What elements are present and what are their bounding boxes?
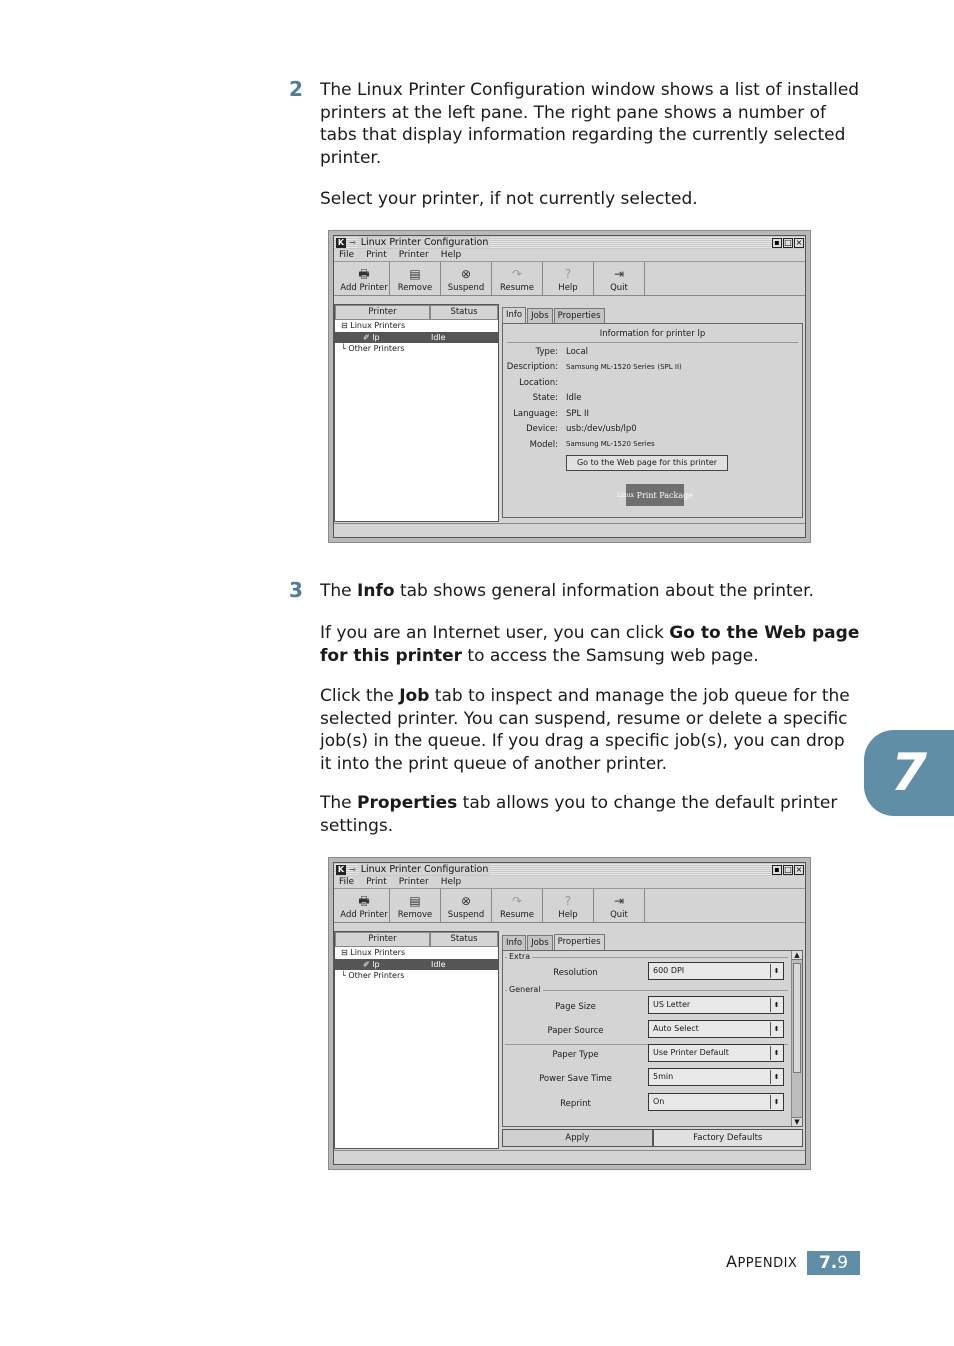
statusbar (334, 1150, 805, 1164)
page-size-select[interactable]: US Letter ⬍ (648, 996, 784, 1014)
menu-printer[interactable]: Printer (398, 877, 429, 887)
help-button[interactable]: ? Help (543, 262, 594, 295)
remove-button[interactable]: ▤ Remove (390, 889, 441, 922)
help-icon: ? (564, 267, 572, 281)
paper-type-row: Paper Type Use Printer Default ⬍ (503, 1044, 802, 1066)
help-button[interactable]: ? Help (543, 889, 594, 922)
toolbar (334, 262, 805, 296)
remove-button[interactable]: ▤ Remove (390, 262, 441, 295)
minimize-icon[interactable]: ▪ (772, 865, 782, 875)
printer-icon: ✐ (363, 332, 373, 342)
tree-collapse-icon[interactable]: ⊟ (341, 321, 351, 330)
screenshot-info-tab (328, 230, 811, 543)
resume-button[interactable]: ↷ Resume (492, 889, 543, 922)
trash-icon: ▤ (409, 267, 421, 281)
footer-section-label: APPENDIX (726, 1252, 798, 1271)
factory-defaults-button[interactable]: Factory Defaults (653, 1129, 804, 1147)
tree-printer-lp[interactable]: ✐ lp Idle (335, 332, 498, 344)
chapter-tab: 7 (864, 730, 954, 816)
step-number: 2 (289, 77, 303, 101)
close-icon[interactable]: × (795, 237, 803, 247)
column-printer[interactable]: Printer (335, 932, 430, 947)
resume-icon: ↷ (511, 267, 523, 281)
menu-help[interactable]: Help (440, 877, 462, 887)
window-title: Linux Printer Configuration (360, 237, 489, 248)
apply-button[interactable]: Apply (502, 1129, 653, 1147)
maximize-icon[interactable]: □ (784, 864, 792, 874)
menu-print[interactable]: Print (366, 877, 387, 887)
column-status[interactable]: Status (430, 932, 498, 947)
tree-collapse-icon[interactable]: ⊟ (341, 948, 351, 957)
suspend-button[interactable]: ⊗ Suspend (441, 262, 492, 295)
tab-info[interactable]: Info (502, 307, 526, 323)
stop-icon: ⊗ (460, 267, 472, 281)
printer-list (334, 931, 499, 1149)
menu-print[interactable]: Print (366, 250, 387, 260)
reprint-select[interactable]: On ⬍ (648, 1093, 784, 1111)
tree-linux-printers[interactable]: ⊟ Linux Printers (341, 948, 406, 957)
page-size-row: Page Size US Letter ⬍ (503, 996, 802, 1018)
stop-icon: ⊗ (460, 894, 472, 908)
window-title: Linux Printer Configuration (360, 864, 489, 875)
tree-other-printers[interactable]: └ Other Printers (341, 344, 405, 353)
pin-icon: ⊸ (349, 238, 356, 247)
scroll-up-icon[interactable]: ▲ (792, 951, 802, 960)
screenshot-properties-tab (328, 857, 811, 1170)
toolbar (334, 889, 805, 923)
maximize-icon[interactable]: □ (784, 237, 792, 247)
spinner-icon: ⬍ (770, 1070, 782, 1084)
scroll-thumb[interactable] (793, 963, 801, 1073)
step-3-properties-paragraph: The Properties tab allows you to change the default printer settings. (320, 793, 838, 836)
tree-printer-lp[interactable]: ✐ lp Idle (335, 959, 498, 971)
statusbar (334, 523, 805, 537)
info-panel: Information for printer lp Type: Local Description: Samsung ML-1520 Series (SPL II) Location: State: Idle Language: SPL II Device: usb:/dev/usb/lp0 Model: Samsung ML-1520 Series Go to the Web page for this printer Linux Print Package (502, 323, 803, 518)
close-icon[interactable]: × (795, 864, 803, 874)
properties-panel (502, 950, 803, 1127)
linux-print-package-logo: Linux Print Package (626, 484, 684, 506)
menu-file[interactable]: File (339, 877, 355, 887)
power-save-time-select[interactable]: 5min ⬍ (648, 1068, 784, 1086)
step-3-info-paragraph: The Info tab shows general information about the printer. (320, 581, 814, 601)
spinner-icon: ⬍ (770, 964, 782, 978)
suspend-button[interactable]: ⊗ Suspend (441, 889, 492, 922)
tab-jobs[interactable]: Jobs (527, 308, 553, 323)
quit-button[interactable]: ⇥ Quit (594, 889, 645, 922)
window-titlebar (334, 863, 805, 876)
tree-other-printers[interactable]: └ Other Printers (341, 971, 405, 980)
quit-icon: ⇥ (613, 894, 625, 908)
minimize-icon[interactable]: ▪ (772, 238, 782, 248)
step-3-web-paragraph: If you are an Internet user, you can click Go to the Web page for this printer to access the Samsung web page. (320, 623, 860, 666)
printer-add-icon: 🖶 (358, 267, 370, 281)
printer-add-icon: 🖶 (358, 894, 370, 908)
step-2-instruction: Select your printer, if not currently selected. (320, 189, 698, 209)
trash-icon: ▤ (409, 894, 421, 908)
paper-type-select[interactable]: Use Printer Default ⬍ (648, 1044, 784, 1062)
heading-divider (507, 342, 798, 343)
printer-list (334, 304, 499, 522)
properties-pane (502, 933, 803, 1149)
web-page-button[interactable]: Go to the Web page for this printer (566, 455, 728, 471)
menu-file[interactable]: File (339, 250, 355, 260)
add-printer-button[interactable]: 🖶 Add Printer (339, 889, 390, 922)
paper-source-select[interactable]: Auto Select ⬍ (648, 1020, 784, 1038)
column-printer[interactable]: Printer (335, 305, 430, 320)
spinner-icon: ⬍ (770, 1046, 782, 1060)
resolution-select[interactable]: 600 DPI ⬍ (648, 962, 784, 980)
properties-buttons (502, 1129, 803, 1147)
step-3-job-paragraph: Click the Job tab to inspect and manage the job queue for the selected printer. You can suspend, resume or delete a specific job(s) in the queue. If you drag a specific job(s), you can drop it into the print queue of another printer. (320, 686, 850, 774)
group-extra: Extra (509, 952, 531, 961)
printer-icon: ✐ (363, 959, 373, 969)
add-printer-button[interactable]: 🖶 Add Printer (339, 262, 390, 295)
pin-icon: ⊸ (349, 865, 356, 874)
quit-button[interactable]: ⇥ Quit (594, 262, 645, 295)
quit-icon: ⇥ (613, 267, 625, 281)
info-heading: Information for printer lp (599, 329, 706, 339)
tab-properties[interactable]: Properties (554, 934, 605, 950)
step-number: 3 (289, 578, 303, 602)
column-status[interactable]: Status (430, 305, 498, 320)
scroll-down-icon[interactable]: ▼ (792, 1117, 802, 1126)
help-icon: ? (564, 894, 572, 908)
printer-status: Idle (431, 959, 446, 969)
tree-branch-icon: └ (341, 971, 349, 980)
group-divider (505, 990, 788, 991)
step-2-paragraph: The Linux Printer Configuration window shows a list of installed printers at the left pane. The right pane shows a number of tabs that display information regarding the currently selected printer. (320, 80, 860, 168)
spinner-icon: ⬍ (770, 998, 782, 1012)
spinner-icon: ⬍ (770, 1095, 782, 1109)
tab-jobs[interactable]: Jobs (527, 935, 553, 950)
menubar (334, 249, 805, 262)
tab-properties[interactable]: Properties (554, 308, 605, 323)
kde-icon: K (337, 864, 345, 874)
printer-status: Idle (431, 332, 446, 342)
group-divider (505, 957, 788, 958)
resume-button[interactable]: ↷ Resume (492, 262, 543, 295)
menu-help[interactable]: Help (440, 250, 462, 260)
spinner-icon: ⬍ (770, 1022, 782, 1036)
vertical-scrollbar[interactable] (791, 951, 802, 1126)
power-save-time-row: Power Save Time 5min ⬍ (503, 1068, 802, 1090)
kde-icon: K (337, 237, 345, 247)
window-titlebar (334, 236, 805, 249)
reprint-row: Reprint On ⬍ (503, 1093, 802, 1115)
resolution-row: Resolution 600 DPI ⬍ (503, 962, 802, 984)
group-general: General (509, 985, 541, 994)
menubar (334, 876, 805, 889)
tree-branch-icon: └ (341, 344, 349, 353)
page-number: 7.9 (807, 1251, 860, 1275)
tree-linux-printers[interactable]: ⊟ Linux Printers (341, 321, 406, 330)
info-pane (502, 306, 803, 522)
tab-info[interactable]: Info (502, 935, 526, 950)
resume-icon: ↷ (511, 894, 523, 908)
menu-printer[interactable]: Printer (398, 250, 429, 260)
paper-source-row: Paper Source Auto Select ⬍ (503, 1020, 802, 1042)
